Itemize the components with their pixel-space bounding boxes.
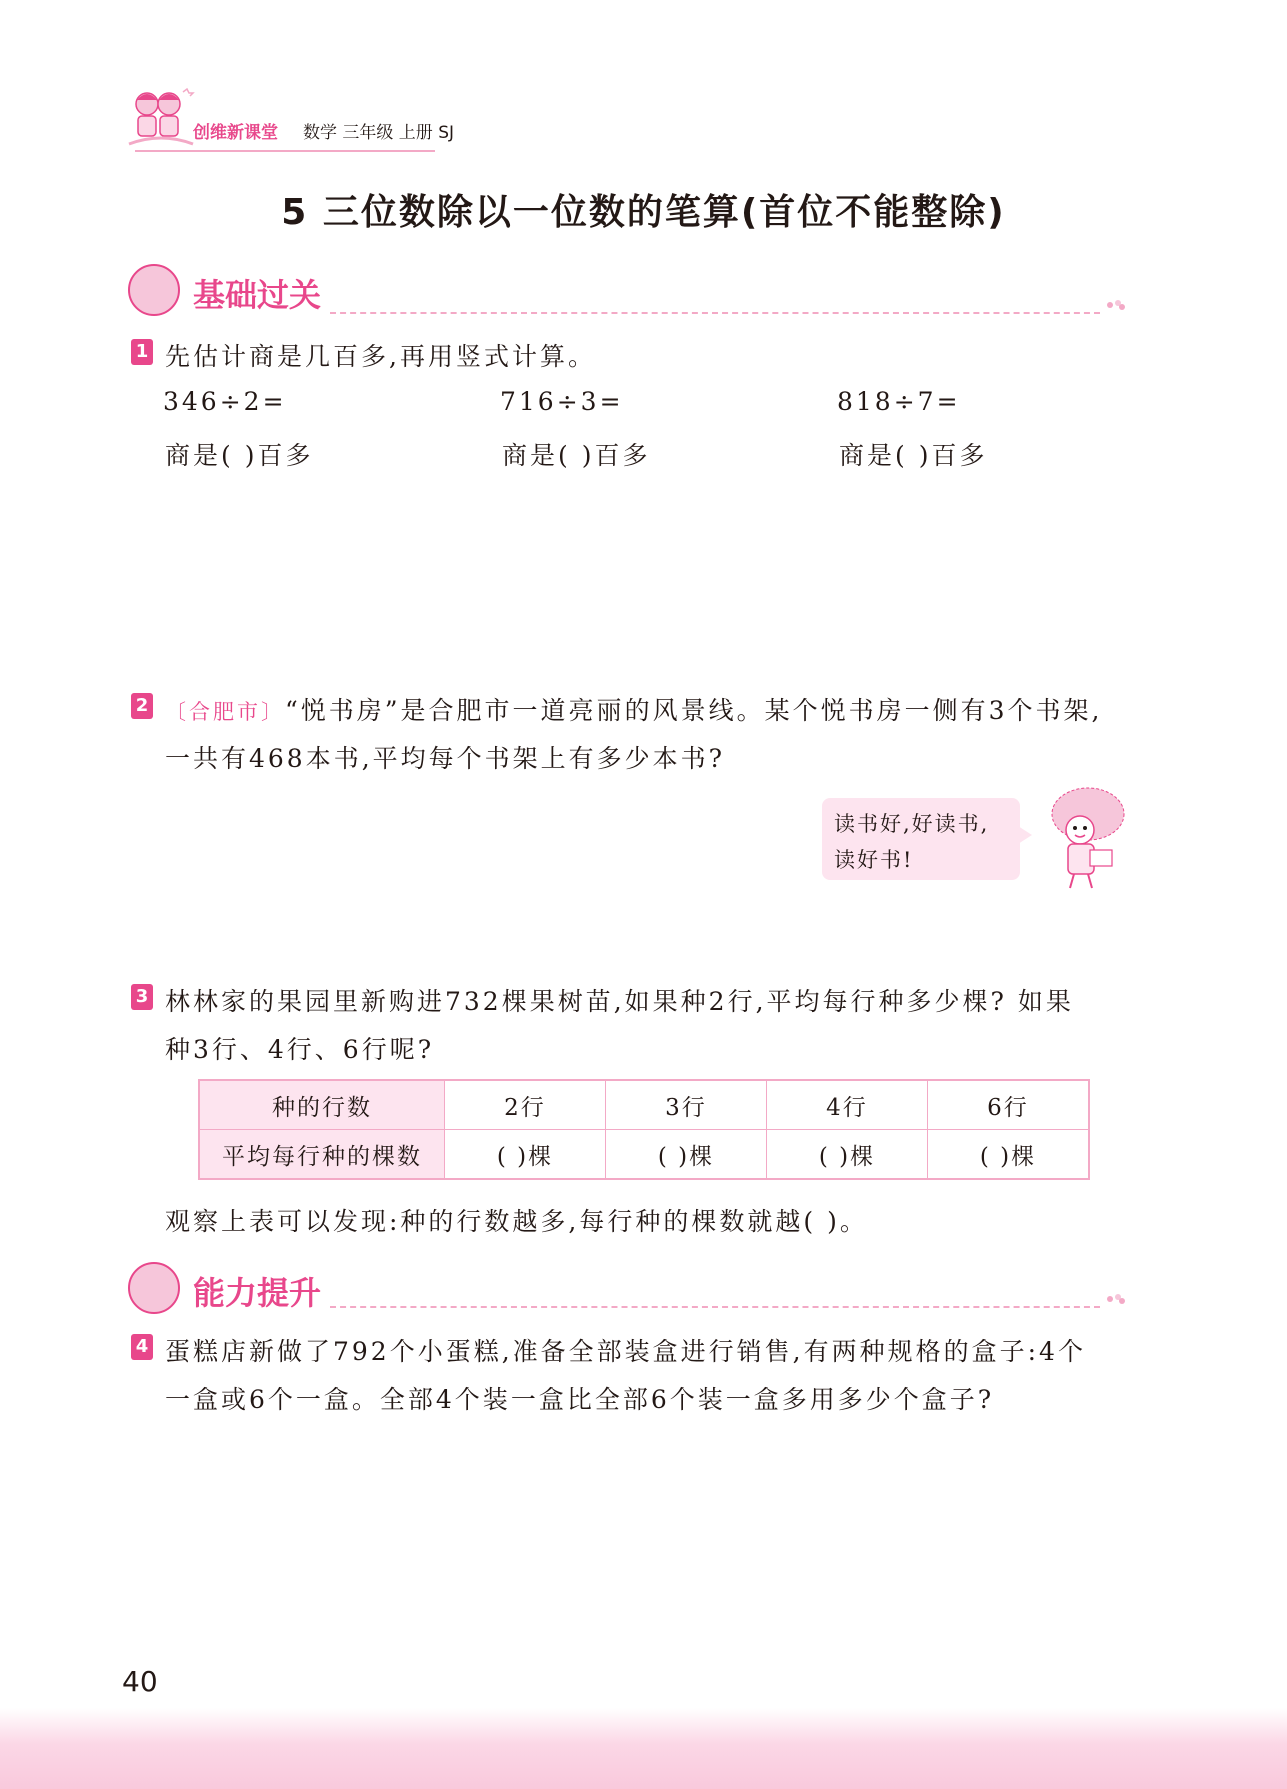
- q1-expression-2: 716÷3=: [500, 387, 624, 416]
- question-number-badge: 3: [131, 984, 153, 1010]
- section-basic-icon: [128, 264, 180, 316]
- q3-line-2: 种3行、4行、6行呢?: [165, 1035, 435, 1064]
- brand-name: 创维新课堂: [193, 123, 278, 143]
- section-basic-title: 基础过关: [193, 276, 322, 314]
- q2-line-1-text: “悦书房”是合肥市一道亮丽的风景线。某个悦书房一侧有3个书架,: [285, 696, 1103, 725]
- answer-cell[interactable]: ( )棵: [928, 1130, 1090, 1180]
- section-advanced-divider: [330, 1306, 1100, 1308]
- bubble-text-2: 读好书!: [834, 848, 914, 872]
- table-cell: 4行: [767, 1080, 928, 1130]
- answer-cell[interactable]: ( )棵: [767, 1130, 928, 1180]
- q4-line-2: 一盒或6个一盒。全部4个装一盒比全部6个装一盒多用多少个盒子?: [165, 1385, 995, 1414]
- question-number-badge: 2: [131, 693, 153, 719]
- rows-table: [198, 1079, 1090, 1180]
- q3-conclusion[interactable]: 观察上表可以发现:种的行数越多,每行种的棵数就越( )。: [165, 1207, 868, 1236]
- answer-cell[interactable]: ( )棵: [445, 1130, 606, 1180]
- table-row: [199, 1080, 1089, 1130]
- q3-line-1: 林林家的果园里新购进732棵果树苗,如果种2行,平均每行种多少棵? 如果: [165, 987, 1074, 1016]
- q1-estimate-1[interactable]: 商是( )百多: [165, 441, 314, 470]
- kids-logo-icon: [125, 86, 197, 154]
- q1-expression-1: 346÷2=: [163, 387, 287, 416]
- table-header-cell: 平均每行种的棵数: [199, 1130, 445, 1180]
- reading-girl-illustration-icon: [1040, 784, 1130, 894]
- answer-cell[interactable]: ( )棵: [606, 1130, 767, 1180]
- section-advanced-icon: [128, 1262, 180, 1314]
- table-row: [199, 1130, 1089, 1180]
- q4-line-1: 蛋糕店新做了792个小蛋糕,准备全部装盒进行销售,有两种规格的盒子:4个: [165, 1337, 1086, 1366]
- footer-band: [0, 1708, 1287, 1789]
- bubble-text-1: 读书好,好读书,: [834, 812, 990, 836]
- speech-bubble-tail: [1018, 826, 1032, 844]
- section-advanced-title: 能力提升: [193, 1274, 322, 1312]
- dots-decoration-icon: [1106, 1294, 1126, 1304]
- q2-line-1: [165, 691, 1102, 727]
- dots-decoration-icon: [1106, 300, 1126, 310]
- page-title: 5 三位数除以一位数的笔算(首位不能整除): [281, 192, 1006, 233]
- table-header-cell: 种的行数: [199, 1080, 445, 1130]
- table-cell: 2行: [445, 1080, 606, 1130]
- table-cell: 6行: [928, 1080, 1090, 1130]
- q1-instruction: 先估计商是几百多,再用竖式计算。: [165, 342, 596, 371]
- region-tag: 〔合肥市〕: [165, 700, 285, 724]
- question-number-badge: 1: [131, 339, 153, 365]
- header-divider: [135, 150, 435, 152]
- subject-info: 数学 三年级 上册 SJ: [303, 123, 455, 143]
- question-number-badge: 4: [131, 1334, 153, 1360]
- section-basic-divider: [330, 312, 1100, 314]
- q1-estimate-3[interactable]: 商是( )百多: [839, 441, 988, 470]
- q1-estimate-2[interactable]: 商是( )百多: [502, 441, 651, 470]
- q2-line-2: 一共有468本书,平均每个书架上有多少本书?: [165, 744, 726, 773]
- table-cell: 3行: [606, 1080, 767, 1130]
- q1-expression-3: 818÷7=: [837, 387, 961, 416]
- page-number: 40: [122, 1665, 158, 1698]
